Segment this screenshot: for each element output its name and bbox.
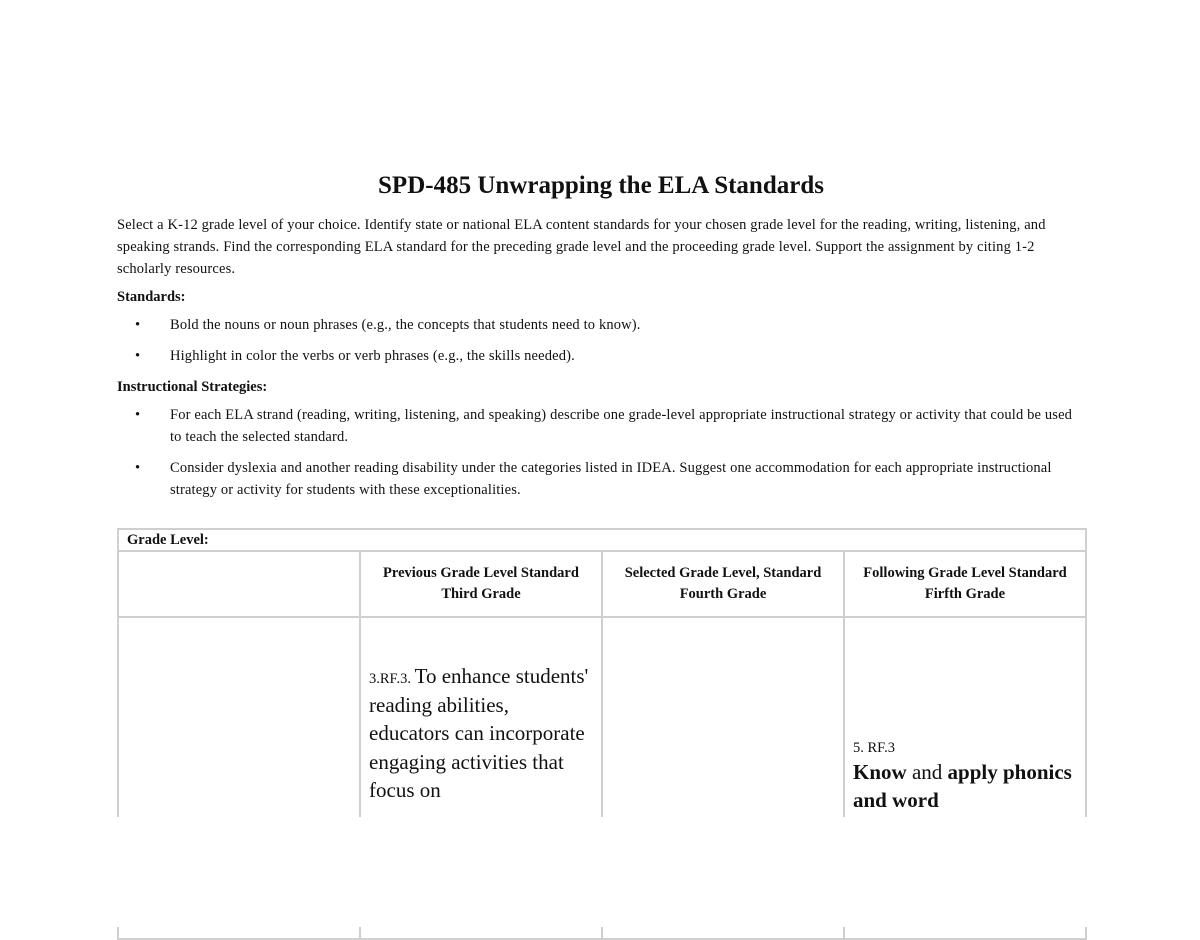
bullet-icon: •: [135, 317, 141, 333]
noun-phrase: phonics and word: [853, 760, 1072, 812]
standard-text: To enhance students' reading abilities, educators can incorporate engaging activities that focus on: [369, 664, 589, 802]
verb-apply: apply: [947, 760, 998, 784]
strategies-heading: Instructional Strategies:: [117, 379, 268, 395]
standard-code: 3.RF.3.: [369, 671, 411, 687]
list-item: [117, 457, 1085, 501]
standards-list: [117, 314, 1085, 367]
page-title: SPD-485 Unwrapping the ELA Standards: [378, 172, 824, 199]
list-item: [117, 404, 1085, 448]
list-item: [117, 345, 1085, 367]
list-item-text: Consider dyslexia and another reading disability under the categories listed in IDEA. Suggest one accommodation for each appropriate instructional strategy or activity for students with these exceptionalities.: [170, 460, 1052, 498]
standard-code: 5. RF.3: [853, 740, 895, 756]
following-grade-header: Following Grade Level Standard Firfth Grade: [844, 551, 1086, 617]
list-item-text: Highlight in color the verbs or verb phrases (e.g., the skills needed).: [170, 348, 575, 364]
previous-grade-header: Previous Grade Level Standard Third Grade: [360, 551, 602, 617]
list-item-text: For each ELA strand (reading, writing, listening, and speaking) describe one grade-level appropriate instructional strategy or activity that could be used to teach the selected standard.: [170, 407, 1073, 445]
standard-text: [853, 760, 1072, 812]
standards-heading: Standards:: [117, 289, 186, 305]
strategies-list: [117, 404, 1085, 501]
table-header-row: [118, 551, 1086, 617]
word-and: and: [911, 760, 943, 784]
table-header-cell: [118, 551, 360, 617]
table-row: [118, 529, 1086, 551]
bullet-icon: •: [135, 348, 141, 364]
page-bottom-margin: [0, 817, 1200, 927]
intro-paragraph: Select a K-12 grade level of your choice. Identify state or national ELA content standards for your chosen grade level for the reading, writing, listening, and speaking strands. Find the corresponding ELA standard for the preceding grade level and the proceeding grade level. Support the assignment by citing 1-2 scholarly resources.: [117, 217, 1046, 277]
bullet-icon: •: [135, 407, 141, 423]
bullet-icon: •: [135, 460, 141, 476]
grade-level-cell: Grade Level:: [118, 529, 1086, 551]
list-item: [117, 314, 1085, 336]
noun-know: Know: [853, 760, 907, 784]
selected-grade-header: Selected Grade Level, Standard Fourth Grade: [602, 551, 844, 617]
list-item-text: Bold the nouns or noun phrases (e.g., the concepts that students need to know).: [170, 317, 641, 333]
